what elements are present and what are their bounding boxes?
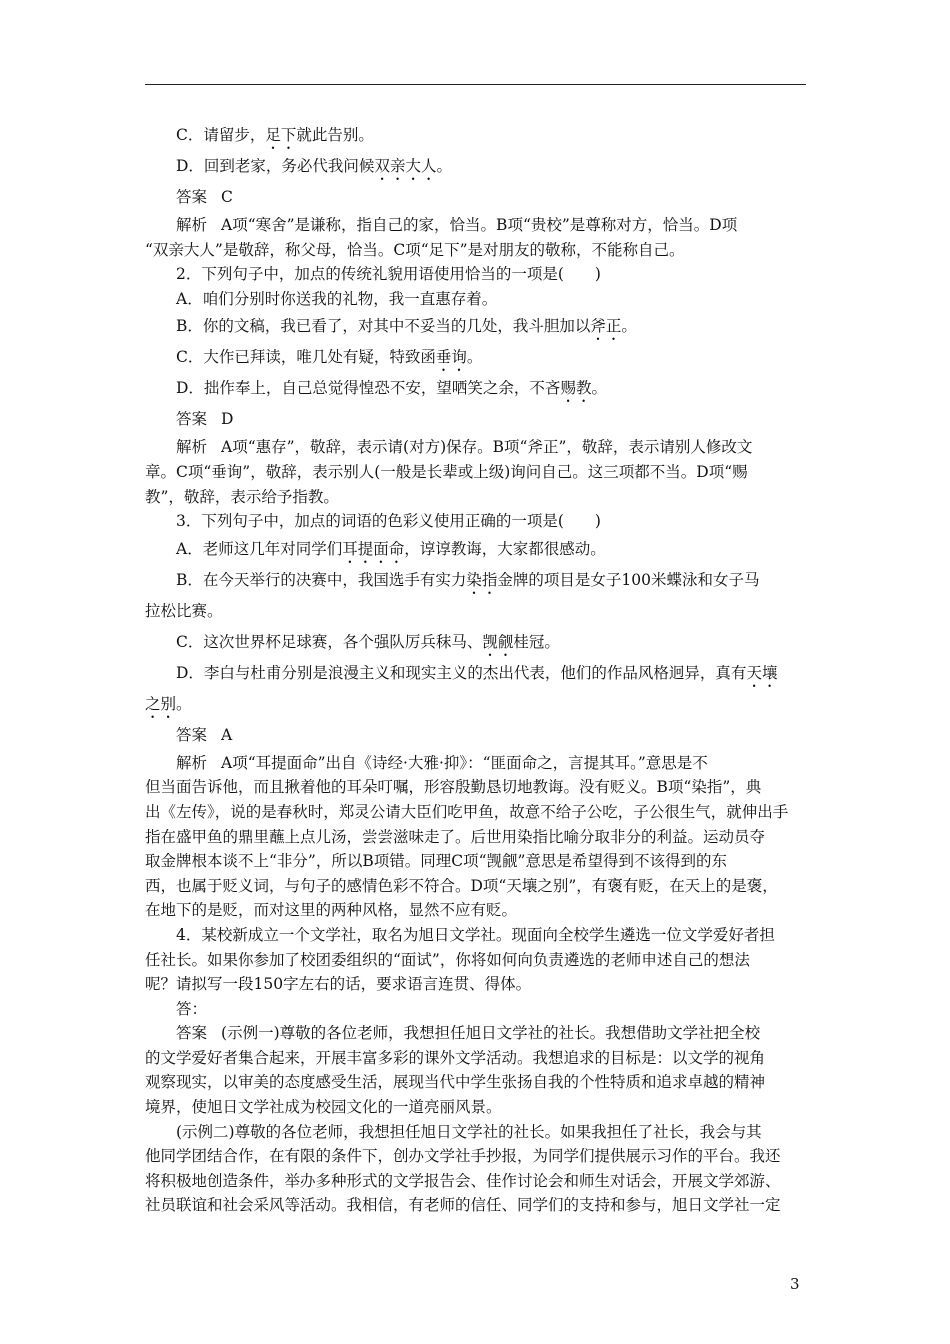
q2-stem: 2．下列句子中，加点的传统礼貌用语使用恰当的一项是( ): [176, 265, 601, 284]
emphasized-term: 耳提面命: [342, 539, 405, 558]
emphasized-term: 觊觎: [482, 632, 514, 651]
emphasized-term: 之别: [145, 694, 177, 713]
q3-option-d: D．李白与杜甫分别是浪漫主义和现实主义的杰出代表，他们的作品风格迥异，真有天壤: [176, 663, 778, 682]
q3-option-d-continued: 之别。: [145, 694, 192, 713]
emphasized-term: 赐教: [560, 379, 592, 398]
q2-analysis-line-2: 章。C项“垂询”，敬辞，表示别人(一般是长辈或上级)询问自己。这三项都不当。D项“赐: [145, 462, 748, 481]
analysis-label: 解析: [176, 753, 208, 772]
q3-analysis-line-3: 出《左传》，说的是春秋时，郑灵公请大臣们吃甲鱼，故意不给子公吃，子公很生气，就伸出手: [145, 802, 789, 821]
emphasized-term: 天壤: [746, 663, 778, 682]
q3-analysis-line-6: 西，也属于贬义词，与句子的感情色彩不符合。D项“天壤之别”，有褒有贬，在天上的是褒，: [145, 876, 778, 895]
analysis-label: 解析: [176, 216, 208, 234]
emphasized-term: 斧正: [590, 317, 622, 336]
q1-analysis-line-2: “双亲大人”是敬辞，称父母，恰当。C项“足下”是对朋友的敬称，不能称自己。: [145, 240, 685, 259]
q4-example1-line-3: 观察现实，以审美的态度感受生活，展现当代中学生张扬自我的个性特质和追求卓越的精神: [145, 1073, 766, 1092]
q4-example1-line-4: 境界，使旭日文学社成为校园文化的一道亮丽风景。: [145, 1098, 502, 1117]
q3-option-a: A．老师这几年对同学们耳提面命，谆谆教诲，大家都很感动。: [176, 539, 606, 558]
q2-option-d: D．拙作奉上，自己总觉得惶恐不安，望哂笑之余，不吝赐教。: [176, 379, 607, 398]
q1-option-c: C．请留步，足下就此告别。: [176, 126, 374, 144]
q3-answer: [145, 720, 806, 751]
analysis-label: 解析: [176, 438, 208, 457]
q2-analysis-line-1: 解析 A项“惠存”，敬辞，表示请(对方)保存。B项“斧正”，敬辞，表示请别人修改文: [176, 438, 753, 457]
q1-answer: [145, 182, 806, 213]
q2-answer: [145, 404, 806, 435]
q4-stem-line-1: 4．某校新成立一个文学社，取名为旭日文学社。现面向全校学生遴选一位文学爱好者担: [176, 925, 775, 944]
q4-stem-line-3: 呢？请拟写一段150字左右的话，要求语言连贯、得体。: [145, 975, 532, 994]
page-number: 3: [790, 1275, 800, 1293]
page-body: [145, 120, 806, 1218]
emphasized-term: 染指: [466, 570, 498, 589]
q3-option-b-continued: 拉松比赛。: [145, 601, 223, 620]
answer-value: A: [221, 725, 233, 744]
q4-example1-line-2: 的文学爱好者集合起来，开展丰富多彩的课外文学活动。我想追求的目标是：以文学的视角: [145, 1048, 766, 1067]
q1-option-d: D．回到老家，务必代我问候双亲大人。: [176, 157, 452, 175]
emphasized-term: 双亲大人: [374, 157, 437, 175]
answer-value: C: [221, 188, 233, 206]
q4-example1-line-1: 答案 (示例一)尊敬的各位老师，我想担任旭日文学社的社长。我想借助文学社把全校: [176, 1024, 761, 1043]
answer-label: 答案: [176, 1024, 208, 1043]
answer-label: 答案: [176, 188, 208, 206]
q3-option-c: C．这次世界杯足球赛，各个强队厉兵秣马、觊觎桂冠。: [176, 632, 560, 651]
q3-option-b: B．在今天举行的决赛中，我国选手有实力染指金牌的项目是女子100米蝶泳和女子马: [176, 570, 760, 589]
q1-analysis-line-1: 解析 A项“寒舍”是谦称，指自己的家，恰当。B项“贵校”是尊称对方，恰当。D项: [176, 216, 738, 234]
q3-analysis-line-7: 在地下的是贬，而对这里的两种风格，显然不应有贬。: [145, 901, 518, 920]
answer-value: D: [221, 410, 234, 429]
q4-example2-line-1: (示例二)尊敬的各位老师，我想担任旭日文学社的社长。如果我担任了社长，我会与其: [176, 1122, 762, 1141]
answer-label: 答案: [176, 410, 208, 429]
q3-analysis-line-4: 指在盛甲鱼的鼎里蘸上点儿汤，尝尝滋味走了。后世用染指比喻分取非分的利益。运动员夺: [145, 827, 766, 846]
q4-example2-line-3: 将积极地创造条件，举办多种形式的文学报告会、佳作讨论会和师生对话会，开展文学郊游、: [145, 1171, 781, 1190]
q4-example2-line-4: 社员联谊和社会采风等活动。我相信，有老师的信任、同学们的支持和参与，旭日文学社一定: [145, 1196, 781, 1215]
emphasized-term: 足下: [265, 126, 297, 144]
q3-analysis-line-2: 但当面告诉他，而且揪着他的耳朵叮嘱，形容殷勤恳切地教诲。没有贬义。B项“染指”，典: [145, 778, 762, 797]
q4-answer-prompt: 答：: [176, 999, 208, 1018]
q2-option-b: B．你的文稿，我已看了，对其中不妥当的几处，我斗胆加以斧正。: [176, 317, 637, 336]
answer-label: 答案: [176, 725, 208, 744]
q3-analysis-line-5: 取金牌根本谈不上“非分”，所以B项错。同理C项“觊觎”意思是希望得到不该得到的东: [145, 852, 727, 871]
q2-option-a: A．咱们分别时你送我的礼物，我一直惠存着。: [176, 289, 498, 308]
q3-stem: 3．下列句子中，加点的词语的色彩义使用正确的一项是( ): [176, 512, 601, 531]
q3-analysis-line-1: 解析 A项“耳提面命”出自《诗经·大雅·抑》：“匪面命之，言提其耳。”意思是不: [176, 753, 708, 772]
q2-analysis-line-3: 教”，敬辞，表示给予指教。: [145, 487, 339, 506]
header-rule: [145, 84, 806, 85]
emphasized-term: 垂询: [435, 348, 467, 367]
q4-example2-line-2: 他同学团结合作，在有限的条件下，创办文学社手抄报，为同学们提供展示习作的平台。我还: [145, 1147, 781, 1166]
q4-stem-line-2: 任社长。如果你参加了校团委组织的“面试”，你将如何向负责遴选的老师申述自己的想法: [145, 950, 750, 969]
q2-option-c: C．大作已拜读，唯几处有疑，特致函垂询。: [176, 348, 483, 367]
